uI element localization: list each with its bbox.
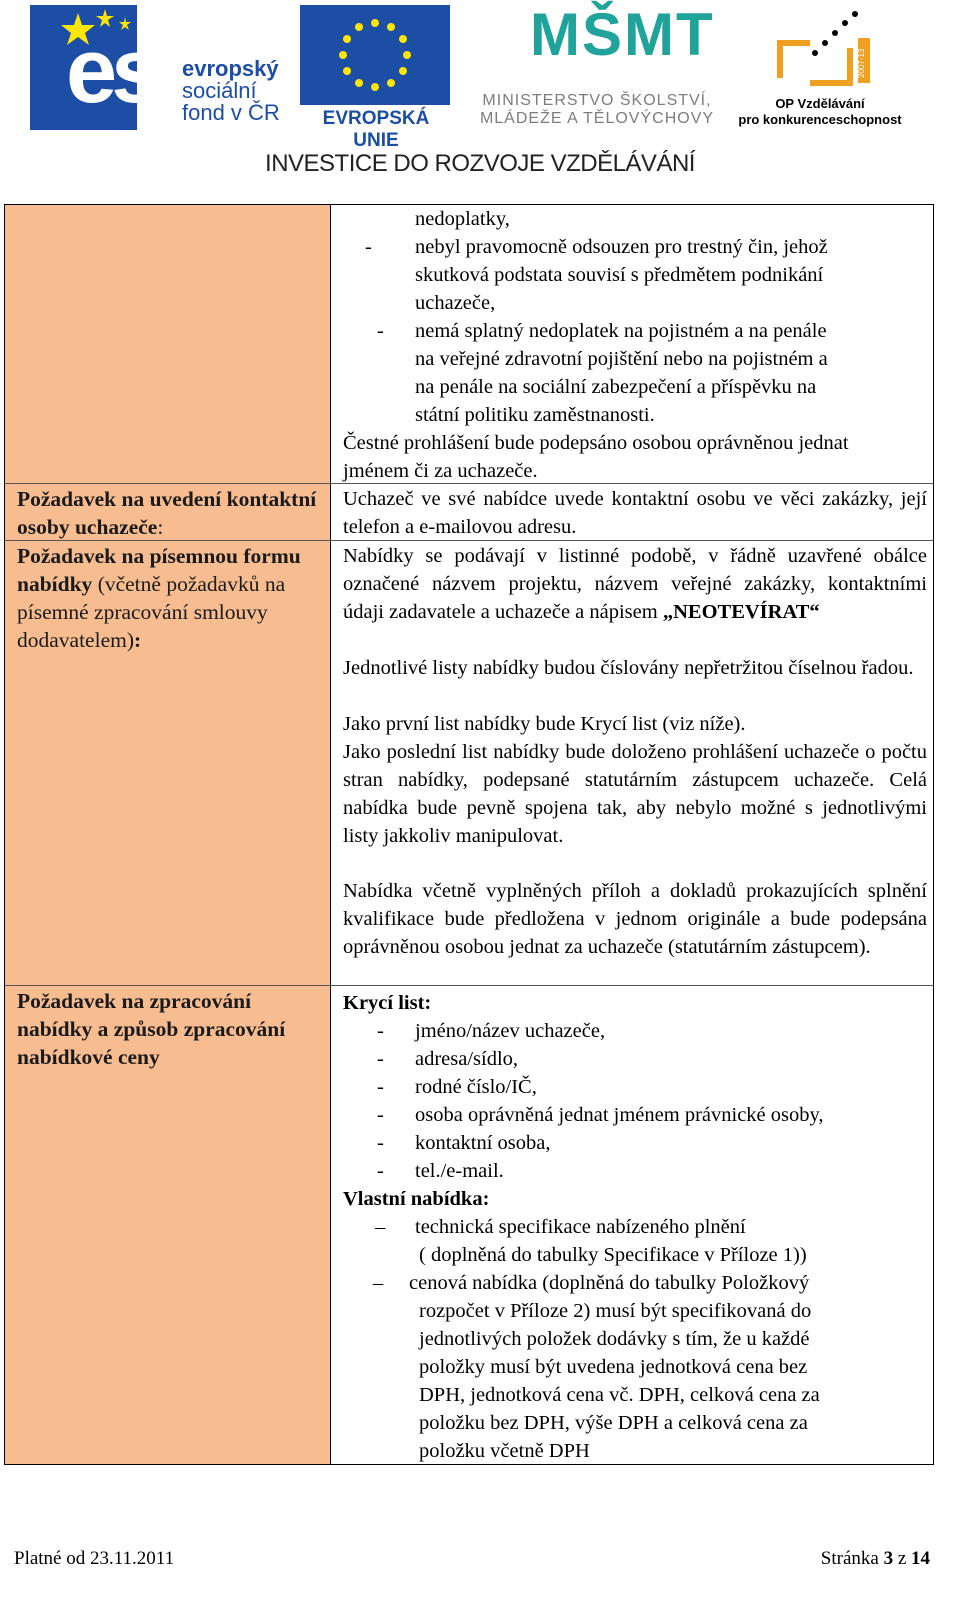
declaration-text: Čestné prohlášení bude podepsáno osobou oprávněnou jednat jménem či za uchazeče. bbox=[343, 432, 849, 482]
offer-item-line: jednotlivých položek dodávky s tím, že u každé bbox=[419, 1328, 810, 1350]
op-line-1: OP Vzdělávání bbox=[775, 96, 865, 111]
cover-item: jméno/název uchazeče, bbox=[415, 1020, 606, 1042]
offer-item-line: položku včetně DPH bbox=[419, 1440, 590, 1462]
dash-bullet: - bbox=[377, 1160, 384, 1182]
offer-item-line: rozpočet v Příloze 2) musí být specifikovaná do bbox=[419, 1300, 812, 1322]
esf-line-2: sociální bbox=[182, 78, 257, 103]
esf-line-3: fond v ČR bbox=[182, 100, 280, 125]
label-written-form: Požadavek na písemnou formu nabídky (včetně požadavků na písemné zpracování smlouvy dodavatelem): bbox=[17, 544, 301, 652]
list-item-line: státní politiku zaměstnanosti. bbox=[415, 404, 655, 426]
list-item-line: na penále na sociální zabezpečení a příspěvku na bbox=[415, 376, 817, 398]
offer-item-line: ( doplněná do tabulky Specifikace v Příloze 1)) bbox=[419, 1244, 807, 1266]
contact-text: Uchazeč ve své nabídce uvede kontaktní osobu ve věci zakázky, její telefon a e-mailovou adresu. bbox=[343, 488, 927, 538]
row-separator bbox=[5, 985, 933, 986]
list-item-line: nebyl pravomocně odsouzen pro trestný čin, jehož bbox=[415, 236, 828, 258]
cover-sheet-title: Krycí list: bbox=[343, 992, 432, 1014]
esf-mark: esf bbox=[66, 20, 181, 122]
cover-item: kontaktní osoba, bbox=[415, 1132, 551, 1154]
written-paragraph-1: Nabídky se podávají v listinné podobě, v řádně uzavřené obálce označené názvem projektu, názvem veřejné zakázky, kontaktními údaji zadavatele a uchazeče a nápisem „NEOTEVÍRAT“ bbox=[343, 545, 927, 623]
offer-item-line: položky musí být uvedena jednotková cena bez bbox=[419, 1356, 808, 1378]
footer-valid-from: Platné od 23.11.2011 bbox=[14, 1548, 175, 1569]
dash-bullet: – bbox=[373, 1272, 384, 1294]
esf-name bbox=[182, 58, 280, 124]
op-name bbox=[730, 96, 910, 128]
cover-item: tel./e-mail. bbox=[415, 1160, 504, 1182]
op-line-2: pro konkurenceschopnost bbox=[738, 112, 902, 127]
list-item-line: na veřejné zdravotní pojištění nebo na pojistném a bbox=[415, 348, 828, 370]
cover-item: rodné číslo/IČ, bbox=[415, 1076, 537, 1098]
msmt-logo: MŠMT bbox=[530, 1, 715, 68]
msmt-line-2: MLÁDEŽE A TĚLOVÝCHOVY bbox=[479, 110, 715, 127]
msmt-line-1: MINISTERSTVO ŠKOLSTVÍ, bbox=[482, 92, 712, 109]
banner-title: INVESTICE DO ROZVOJE VZDĚLÁVÁNÍ bbox=[265, 150, 695, 177]
eu-flag bbox=[300, 5, 450, 105]
label-contact-person: Požadavek na uvedení kontaktní osoby uchazeče: bbox=[17, 487, 317, 539]
written-paragraph-4: Jako poslední list nabídky bude doloženo prohlášení uchazeče o počtu stran nabídky, podepsané statutárním zástupcem uchazeče. Celá nabídka bude pevně spojena tak, aby nebylo možné s jednotlivými listy jakkoliv manipulovat. bbox=[343, 741, 927, 847]
op-logo-icon bbox=[770, 8, 870, 93]
written-paragraph-2: Jednotlivé listy nabídky budou číslovány nepřetržitou číselnou řadou. bbox=[343, 657, 914, 679]
dash-bullet: - bbox=[377, 1048, 384, 1070]
label-column bbox=[5, 205, 331, 1464]
cover-item: adresa/sídlo, bbox=[415, 1048, 519, 1070]
header-logos bbox=[0, 0, 960, 200]
offer-item-line: technická specifikace nabízeného plnění bbox=[415, 1216, 746, 1238]
esf-line-1: evropský bbox=[182, 56, 279, 81]
requirements-table bbox=[4, 204, 934, 1465]
offer-item-line: DPH, jednotková cena vč. DPH, celková cena za bbox=[419, 1384, 820, 1406]
dash-bullet: - bbox=[377, 1132, 384, 1154]
dash-bullet: - bbox=[377, 320, 384, 342]
list-item-line: nemá splatný nedoplatek na pojistném a na penále bbox=[415, 320, 827, 342]
list-item-line: uchazeče, bbox=[415, 292, 496, 314]
cover-item: osoba oprávněná jednat jménem právnické osoby, bbox=[415, 1104, 824, 1126]
eu-label: EVROPSKÁ UNIE bbox=[322, 108, 430, 151]
label-offer-processing: Požadavek na zpracování nabídky a způsob zpracování nabídkové ceny bbox=[17, 989, 286, 1069]
dash-bullet: - bbox=[377, 1020, 384, 1042]
written-paragraph-5: Nabídka včetně vyplněných příloh a dokladů prokazujících splnění kvalifikace bude předložena v jednom originále a bude podepsána oprávněnou osobou jednat za uchazeče (statutárním zástupcem). bbox=[343, 880, 927, 958]
esf-logo bbox=[30, 5, 181, 130]
eu-stars-icon bbox=[300, 5, 450, 105]
dash-bullet: – bbox=[375, 1216, 386, 1238]
own-offer-title: Vlastní nabídka: bbox=[343, 1188, 490, 1210]
dash-bullet: - bbox=[377, 1076, 384, 1098]
op-years: 2007-13 bbox=[857, 48, 866, 78]
list-item: nedoplatky, bbox=[415, 208, 510, 230]
dash-bullet: - bbox=[377, 1104, 384, 1126]
msmt-name bbox=[462, 92, 732, 128]
dash-bullet: - bbox=[365, 236, 372, 258]
list-item-line: skutková podstata souvisí s předmětem podnikání bbox=[415, 264, 824, 286]
written-paragraph-3: Jako první list nabídky bude Krycí list (viz níže). bbox=[343, 713, 746, 735]
offer-item-line: položku bez DPH, výše DPH a celková cena za bbox=[419, 1412, 808, 1434]
footer-page-number: Stránka 3 z 14 bbox=[820, 1548, 930, 1569]
offer-item-line: cenová nabídka (doplněná do tabulky Položkový bbox=[409, 1272, 810, 1294]
